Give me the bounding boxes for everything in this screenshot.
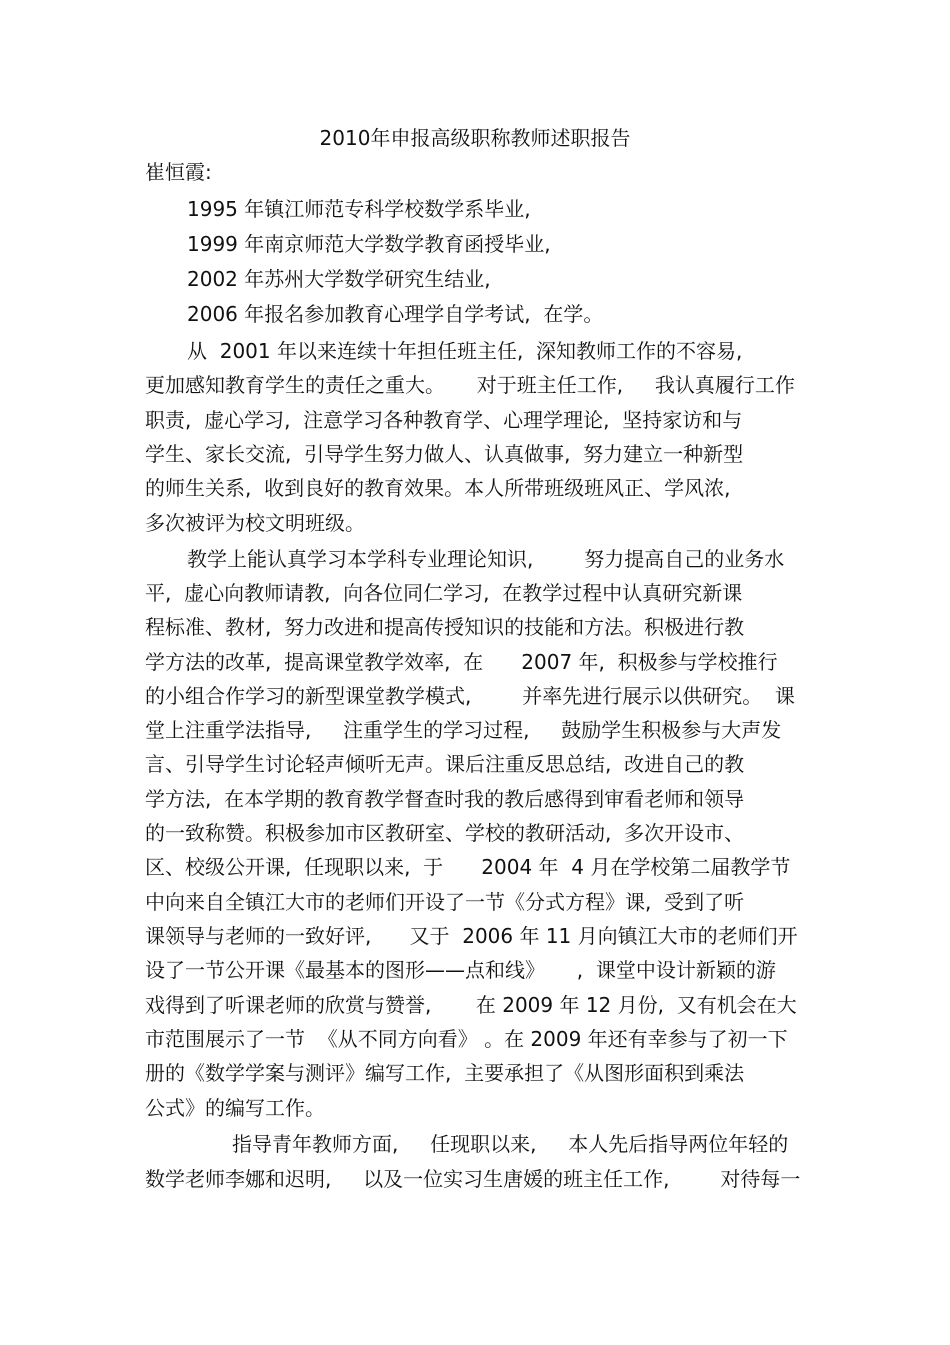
body-line: 中向来自全镇江大市的老师们开设了一节《分式方程》课, 受到了听 <box>145 890 745 914</box>
body-line: 设了一节公开课《最基本的图形——点和线》 , 课堂中设计新颖的游 <box>145 958 776 982</box>
body-line: 学生、家长交流, 引导学生努力做人、认真做事, 努力建立一种新型 <box>145 442 744 466</box>
body-line: 从 2001 年以来连续十年担任班主任, 深知教师工作的不容易, <box>187 339 743 363</box>
body-line: 1999 年南京师范大学数学教育函授毕业, <box>187 232 551 256</box>
body-line: 言、引导学生讨论轻声倾听无声。课后注重反思总结, 改进自己的教 <box>145 752 745 776</box>
body-line: 区、校级公开课, 任现职以来, 于 2004 年 4 月在学校第二届教学节 <box>145 855 791 879</box>
body-line: 2002 年苏州大学数学研究生结业, <box>187 267 491 291</box>
body-line: 指导青年教师方面, 任现职以来, 本人先后指导两位年轻的 <box>232 1132 789 1156</box>
body-line: 数学老师李娜和迟明, 以及一位实习生唐媛的班主任工作, 对待每一 <box>145 1167 801 1191</box>
document-title: 2010年申报高级职称教师述职报告 <box>319 126 631 150</box>
body-line: 多次被评为校文明班级。 <box>145 511 365 535</box>
body-line: 册的《数学学案与测评》编写工作, 主要承担了《从图形面积到乘法 <box>145 1061 745 1085</box>
body-line: 戏得到了听课老师的欣赏与赞誉, 在 2009 年 12 月份, 又有机会在大 <box>145 993 797 1017</box>
author-name: 崔恒霞: <box>145 160 212 184</box>
body-line: 学方法的改革, 提高课堂教学效率, 在 2007 年, 积极参与学校推行 <box>145 650 778 674</box>
body-line: 1995 年镇江师范专科学校数学系毕业, <box>187 197 531 221</box>
body-line: 学方法, 在本学期的教育教学督查时我的教后感得到审看老师和领导 <box>145 787 745 811</box>
body-line: 堂上注重学法指导, 注重学生的学习过程, 鼓励学生积极参与大声发 <box>145 718 782 742</box>
body-line: 的小组合作学习的新型课堂教学模式, 并率先进行展示以供研究。 课 <box>145 684 795 708</box>
body-line: 2006 年报名参加教育心理学自学考试, 在学。 <box>187 302 604 326</box>
body-line: 的一致称赞。积极参加市区教研室、学校的教研活动, 多次开设市、 <box>145 821 745 845</box>
body-line: 公式》的编写工作。 <box>145 1096 325 1120</box>
body-line: 程标准、教材, 努力改进和提高传授知识的技能和方法。积极进行教 <box>145 615 745 639</box>
body-line: 的师生关系, 收到良好的教育效果。本人所带班级班风正、学风浓, <box>145 476 731 500</box>
body-line: 平, 虚心向教师请教, 向各位同仁学习, 在教学过程中认真研究新课 <box>145 581 743 605</box>
body-line: 职责, 虚心学习, 注意学习各种教育学、心理学理论, 坚持家访和与 <box>145 408 743 432</box>
body-line: 教学上能认真学习本学科专业理论知识, 努力提高自己的业务水 <box>187 547 785 571</box>
body-line: 课领导与老师的一致好评, 又于 2006 年 11 月向镇江大市的老师们开 <box>145 924 798 948</box>
body-line: 更加感知教育学生的责任之重大。 对于班主任工作, 我认真履行工作 <box>145 373 795 397</box>
body-line: 市范围展示了一节 《从不同方向看》 。在 2009 年还有幸参与了初一下 <box>145 1027 788 1051</box>
